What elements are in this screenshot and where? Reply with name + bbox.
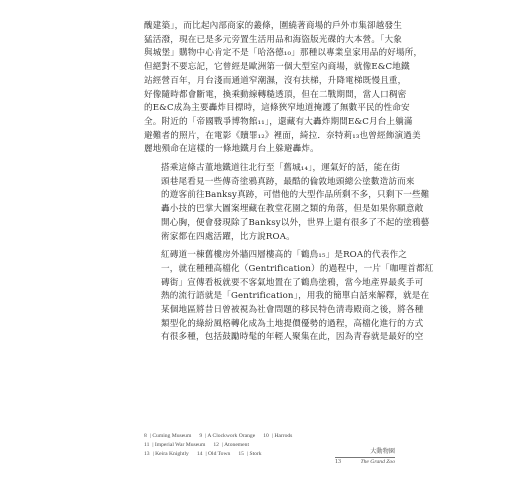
- footnote: 14 | Old Town: [196, 451, 231, 458]
- footnote: 15 | Stork: [238, 451, 262, 458]
- footnotes: [144, 432, 344, 460]
- footnote-text: Harrods: [274, 433, 293, 439]
- paragraph: [144, 20, 423, 157]
- footnote-number: 10: [263, 433, 269, 439]
- footnote: 10 | Harrods: [263, 433, 293, 439]
- footnote-number: 13: [144, 451, 150, 458]
- text-line: 站經營百年，月台淺而通道窄潮濕，沒有扶梯，升降電梯既慢且重，: [144, 75, 407, 86]
- text-line: 猛活潑，現在已是多元旁置生活用品和海盜版光碟的大本營。「大象: [144, 34, 403, 45]
- page-number: 13: [335, 459, 341, 465]
- paragraph: [144, 249, 434, 345]
- footnote-row: [144, 432, 344, 441]
- footnote-text: Atonement: [224, 442, 249, 449]
- text-line: 一，就在種種高檔化（Gentrification）的過程中，一片「咖哩首都紅: [161, 263, 434, 274]
- text-line: 轟小技的巴掌大圖案埋藏在教堂花園之類的角落，但是如果你願意敞: [161, 204, 424, 215]
- footnote-number: 14: [196, 451, 203, 458]
- footnote-text: Keira Knightly: [155, 451, 189, 458]
- text-line: 某個地區將昔日曾被視為社會問題的移民特色清毒殿商之後，將各種: [161, 305, 424, 316]
- folio-section-title-cn: 大動物園: [370, 448, 395, 455]
- text-line: 的E&C成為主要轟炸目標時，這條狹窄地道掩護了無數平民的性命安: [144, 103, 410, 114]
- text-line: 磚街」宣傳看板就要不客氣地置在了鶴鳥塗鴉，當今地產界最炙手可: [161, 277, 424, 288]
- footnote: 13 | Keira Knightly: [144, 451, 189, 458]
- footnote-text: Cuming Museum: [152, 433, 192, 439]
- text-line: 頭巷尾看見一些傳奇塗鴉真跡，最酷的倫敦地頭總公塗數造訪而來: [161, 176, 415, 187]
- folio-rule: [335, 457, 395, 469]
- footnote: 8 | Cuming Museum: [144, 433, 192, 439]
- text-line: 麗地殞命在這樣的一條地鐵月台上躲避轟炸。: [144, 144, 319, 155]
- footnote-number: 8: [144, 433, 147, 439]
- text-line: 醜建築」，而比起內部商家的叢條，圍繞著商場的戶外市集卻越發生: [144, 21, 403, 31]
- footnote-row: [144, 441, 344, 450]
- text-line: 全。附近的「帝國戰爭博物館₁₁」，還藏有大轟炸期間E&C月台上躺滿: [144, 116, 413, 127]
- footnote-text: Stork: [249, 451, 262, 458]
- text-line: 搭乘這條古董地鐵道往北行至「舊城₁₄」，運氣好的話，能在街: [161, 163, 400, 174]
- body-text: [144, 20, 434, 345]
- text-line: 開心胸，便會發現除了Banksy以外，世界上還有很多了不起的塗鴉藝: [161, 217, 430, 228]
- text-line: 熱的流行語就是「Gentrification」，用我的簡單白話來解釋，就是在: [161, 291, 430, 302]
- footnote: 11 | Imperial War Museum: [144, 442, 206, 449]
- footnote-text: Imperial War Museum: [154, 442, 206, 449]
- paragraph: [144, 162, 430, 244]
- footnote-number: 12: [213, 442, 219, 449]
- footnote: 9 | A Clockwork Orange: [199, 433, 256, 439]
- footnote-text: Old Town: [207, 451, 231, 458]
- footnote-number: 11: [144, 442, 150, 449]
- footnote-text: A Clockwork Orange: [207, 433, 256, 439]
- folio-section-title-en: The Grand Zoo: [360, 459, 395, 465]
- text-line: 有很多種，包括鼓勵時髦的年輕人聚集在此，因為青春就是最好的空: [161, 332, 424, 343]
- footnote-number: 9: [199, 433, 203, 439]
- footnote-row: [144, 450, 344, 459]
- text-line: 與城堡」購物中心肯定不是「哈洛德₁₀」那種以專業皇家用品的好場所，: [144, 48, 423, 59]
- footnote-number: 15: [238, 451, 244, 458]
- text-line: 類型化的綠紛風格轉化成為土地提價優勢的過程，高檔化進行的方式: [161, 318, 424, 329]
- text-line: 但絕對不要忘記，它曾經是歐洲第一個大型室內商場，就像E&C地鐵: [144, 62, 410, 73]
- text-line: 好像隨時都會斷電，換乘動線轉糙透頂，但在二戰期間，當人口稠密: [144, 89, 407, 100]
- text-line: 紅磚道一棟舊樓房外牆四層樓高的「鶴鳥₁₅」是ROA的代表作之: [161, 250, 407, 261]
- footnote: 12 | Atonement: [213, 442, 249, 449]
- text-line: 的遊客前往Banksy真跡，可惜他的大型作品所剩不多，只剩下一些難: [161, 190, 430, 201]
- text-line: 避難者的照片，在電影《贖罪₁₂》裡面，綺拉．奈特莉₁₃也曾經飾演過美: [144, 130, 421, 141]
- text-line: 術家都在四處活躍，比方說ROA。: [161, 231, 295, 242]
- folio: [335, 446, 395, 469]
